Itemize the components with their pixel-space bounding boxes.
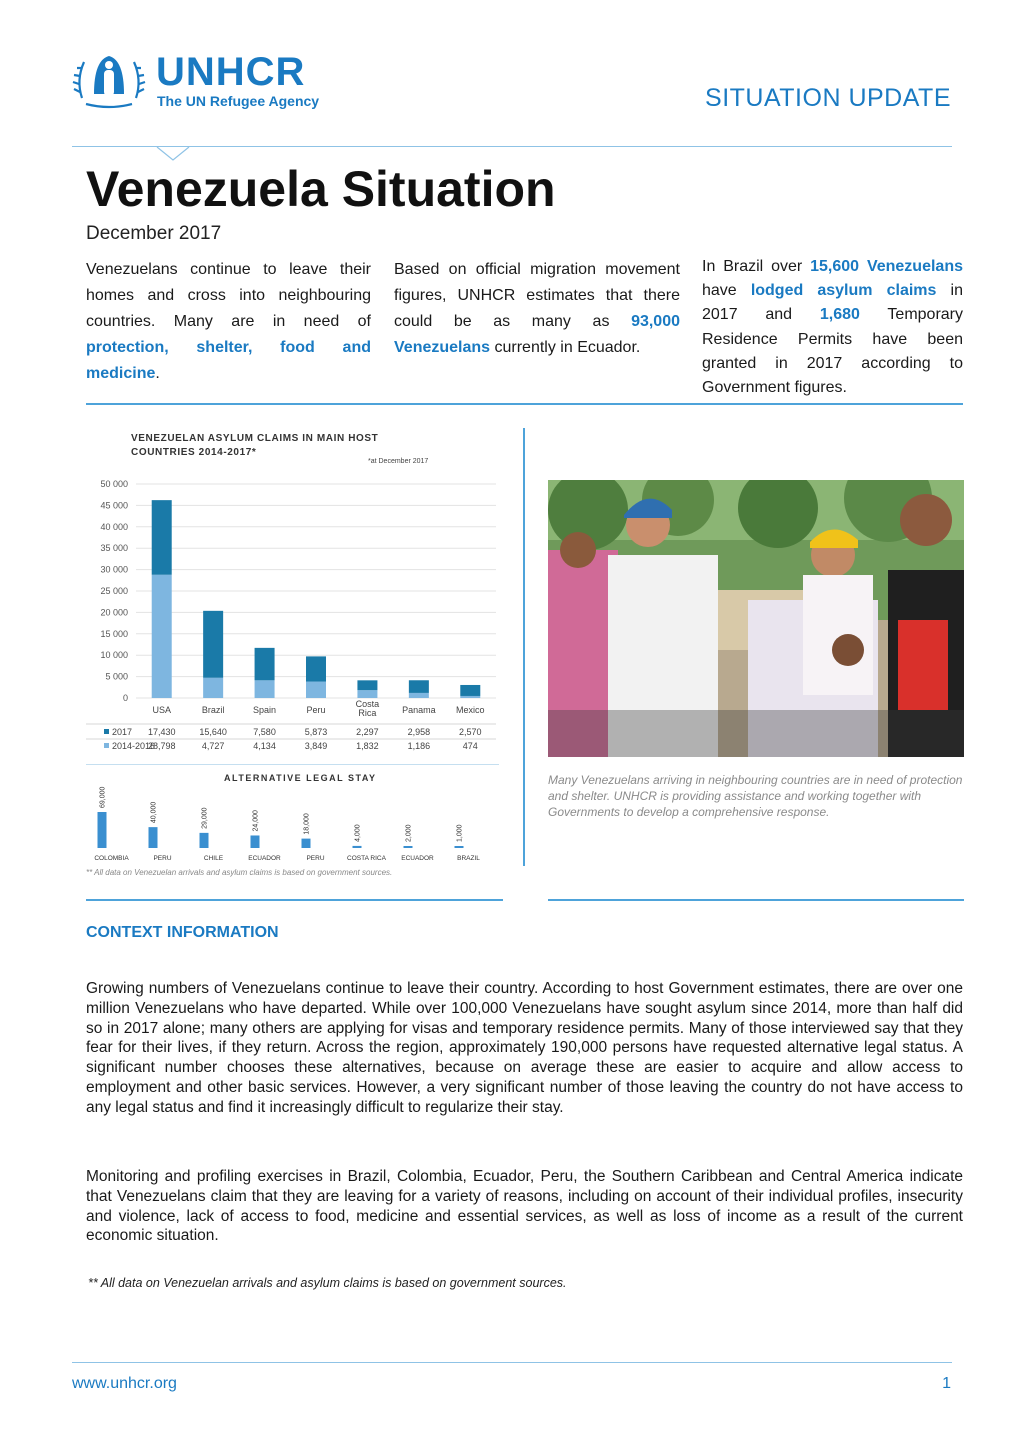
chart-vertical-divider bbox=[523, 428, 525, 866]
alt-legal-value-label: 40,000 bbox=[150, 801, 158, 824]
bar-2017 bbox=[255, 648, 275, 680]
alt-legal-category-label: ECUADOR bbox=[401, 855, 434, 862]
page-number: 1 bbox=[942, 1375, 951, 1392]
photo-scene-icon bbox=[548, 480, 964, 757]
value-label-2014-2016: 4,727 bbox=[201, 741, 225, 751]
right-bottom-rule bbox=[548, 899, 964, 901]
value-label-2014-2016: 3,849 bbox=[304, 741, 328, 751]
value-label-2014-2016: 1,832 bbox=[356, 741, 379, 751]
alt-legal-bar bbox=[353, 846, 362, 848]
value-label-2014-2016: 474 bbox=[462, 741, 478, 751]
page-date: December 2017 bbox=[86, 223, 222, 244]
x-category-label: Panama bbox=[402, 705, 436, 715]
alt-legal-value-label: 4,000 bbox=[354, 824, 362, 842]
bar-2014-2016 bbox=[306, 682, 326, 698]
alt-legal-bar bbox=[302, 839, 311, 848]
chart-separator bbox=[86, 764, 499, 765]
intro-column-1: Venezuelans continue to leave their homes and cross into neighbouring countries. Many are in need of protection, shelter, food and medicine. bbox=[86, 261, 371, 382]
bar-2014-2016 bbox=[152, 575, 172, 698]
alt-legal-category-label: BRAZIL bbox=[457, 855, 480, 862]
alt-legal-value-label: 18,000 bbox=[303, 813, 311, 835]
intro-column-2: Based on official migration movement figures, UNHCR estimates that there could be as many as 93,000 Venezuelans currently in Ecuador. bbox=[394, 261, 680, 356]
value-label-2017: 2,570 bbox=[459, 727, 482, 737]
legend-label-2014-2016: 2014-2016 bbox=[112, 741, 156, 751]
alt-legal-bar bbox=[404, 846, 413, 848]
alt-legal-bar bbox=[98, 812, 107, 848]
chart-title: VENEZUELAN ASYLUM CLAIMS IN MAIN HOST COUNTRIES 2014-2017* bbox=[131, 433, 379, 458]
logo-wordmark: UNHCR bbox=[156, 50, 306, 94]
refugee-photo bbox=[548, 480, 964, 757]
asylum-claims-chart bbox=[86, 470, 506, 760]
bar-2017 bbox=[152, 500, 172, 575]
intro-column-3: In Brazil over 15,600 Venezuelans have lodged asylum claims in 2017 and 1,680 Temporary Residence Permits have been granted in 2017 according to Government figures. bbox=[702, 258, 964, 397]
value-label-2014-2016: 4,134 bbox=[253, 741, 276, 751]
x-category-label: Spain bbox=[253, 705, 277, 715]
value-label-2017: 2,958 bbox=[407, 727, 431, 737]
intro-highlight-needs: protection, shelter, food and medicine bbox=[86, 339, 371, 382]
alt-legal-value-label: 29,000 bbox=[201, 807, 209, 829]
y-tick-label: 50 000 bbox=[100, 479, 128, 489]
y-tick-label: 40 000 bbox=[100, 521, 128, 532]
context-footnote: ** All data on Venezuelan arrivals and asylum claims is based on government sources. bbox=[88, 1276, 567, 1290]
y-tick-label: 20 000 bbox=[100, 607, 128, 618]
y-tick-label: 35 000 bbox=[100, 543, 128, 554]
legend-swatch-2017 bbox=[104, 729, 109, 734]
x-category-label: Costa bbox=[355, 699, 380, 709]
intro-rule bbox=[86, 403, 963, 405]
bar-2017 bbox=[357, 680, 377, 690]
legend-swatch-2014-2016 bbox=[104, 743, 109, 748]
page-title: Venezuela Situation bbox=[86, 161, 556, 217]
left-bottom-rule bbox=[86, 899, 503, 901]
x-category-label: Brazil bbox=[201, 705, 225, 715]
bar-2017 bbox=[306, 656, 326, 681]
alt-legal-chart-title: ALTERNATIVE LEGAL STAY bbox=[224, 773, 377, 783]
y-tick-label: 0 bbox=[122, 693, 128, 703]
alt-legal-value-label: 24,000 bbox=[252, 810, 260, 832]
header-rule bbox=[72, 146, 952, 147]
unhcr-emblem-icon bbox=[72, 48, 146, 110]
value-label-2014-2016: 1,186 bbox=[407, 741, 431, 751]
unhcr-logo bbox=[72, 48, 342, 112]
bar-2014-2016 bbox=[255, 680, 275, 698]
value-label-2017: 17,430 bbox=[147, 727, 176, 737]
alt-legal-bar bbox=[251, 835, 260, 848]
y-tick-label: 25 000 bbox=[100, 586, 128, 596]
y-tick-label: 15 000 bbox=[100, 628, 128, 639]
chart-subtitle: *at December 2017 bbox=[368, 458, 429, 465]
x-category-label: USA bbox=[152, 705, 171, 715]
bar-2014-2016 bbox=[357, 690, 377, 698]
bar-2017 bbox=[203, 611, 223, 678]
logo-subtitle: The UN Refugee Agency bbox=[157, 93, 320, 109]
bar-2017 bbox=[409, 680, 429, 693]
intro-highlight-asylum: lodged asylum claims bbox=[750, 282, 937, 300]
context-heading: CONTEXT INFORMATION bbox=[86, 924, 279, 941]
alt-legal-category-label: CHILE bbox=[203, 855, 224, 862]
intro-highlight-permits: 1,680 bbox=[819, 306, 860, 324]
footer-url-link[interactable]: www.unhcr.org bbox=[72, 1375, 177, 1392]
legend-label-2017: 2017 bbox=[112, 727, 133, 737]
y-tick-label: 30 000 bbox=[100, 564, 128, 575]
x-category-label: Rica bbox=[358, 708, 377, 718]
alt-legal-category-label: PERU bbox=[306, 855, 325, 862]
y-tick-label: 10 000 bbox=[100, 650, 128, 661]
alt-legal-category-label: ECUADOR bbox=[248, 855, 281, 862]
alt-legal-bar bbox=[200, 833, 209, 848]
intro-highlight-ecuador: 93,000 Venezuelans bbox=[394, 313, 680, 356]
x-category-label: Peru bbox=[306, 705, 326, 715]
alternative-legal-stay-chart bbox=[86, 780, 499, 865]
context-paragraph-2: Monitoring and profiling exercises in Brazil, Colombia, Ecuador, Peru, the Southern Caribbean and Central America indicate that Venezuelans claim that they are leaving for a variety of reasons, including on account of their individual profiles, insecurity and violence, lack of access to food, medicine and essential services, as well as loss of income as a result of the current economic situation. bbox=[86, 1168, 963, 1245]
value-label-2017: 2,297 bbox=[356, 727, 379, 737]
y-tick-label: 45 000 bbox=[100, 500, 128, 511]
intro-highlight-brazil: 15,600 Venezuelans bbox=[810, 258, 963, 275]
bar-2014-2016 bbox=[203, 678, 223, 698]
y-tick-label: 5 000 bbox=[105, 671, 128, 682]
chart-footnote: ** All data on Venezuelan arrivals and asylum claims is based on government sources. bbox=[86, 868, 393, 877]
bar-2017 bbox=[460, 685, 480, 696]
alt-legal-value-label: 69,000 bbox=[99, 786, 107, 808]
alt-legal-category-label: COLOMBIA bbox=[94, 855, 129, 862]
x-category-label: Mexico bbox=[456, 705, 485, 715]
alt-legal-value-label: 1,000 bbox=[456, 824, 464, 842]
value-label-2017: 7,580 bbox=[253, 727, 276, 737]
doc-type-label: SITUATION UPDATE bbox=[705, 84, 951, 112]
bar-2014-2016 bbox=[409, 693, 429, 698]
value-label-2017: 15,640 bbox=[199, 727, 227, 737]
alt-legal-bar bbox=[149, 827, 158, 848]
photo-caption: Many Venezuelans arriving in neighbouring countries are in need of protection and shelter. UNHCR is providing assistance and working together with Governments to develop a comprehensive response. bbox=[548, 773, 963, 819]
footer-rule bbox=[72, 1362, 952, 1363]
alt-legal-bar bbox=[455, 846, 464, 848]
bar-2014-2016 bbox=[460, 696, 480, 698]
value-label-2014-2016: 28,798 bbox=[147, 741, 176, 751]
value-label-2017: 5,873 bbox=[304, 727, 328, 737]
alt-legal-value-label: 2,000 bbox=[405, 824, 413, 842]
alt-legal-category-label: PERU bbox=[153, 855, 172, 862]
context-paragraph-1: Growing numbers of Venezuelans continue to leave their country. According to host Government estimates, there are over one million Venezuelans who have departed. While over 100,000 Venezuelans have sought asylum since 2014, more than half did so in 2017 alone; many others are applying for visas and temporary residence permits. Many of those interviewed say that they fear for their lives, if they return. Across the region, approximately 190,000 persons have requested alternative legal status. A significant number chooses these alternatives, because on average these are easier to acquire and allow access to employment and other basic services. However, a very significant number of those leaving the country do not have access to any legal status and find it increasingly difficult to regularize their stay. bbox=[86, 980, 963, 1116]
alt-legal-category-label: COSTA RICA bbox=[347, 855, 386, 862]
